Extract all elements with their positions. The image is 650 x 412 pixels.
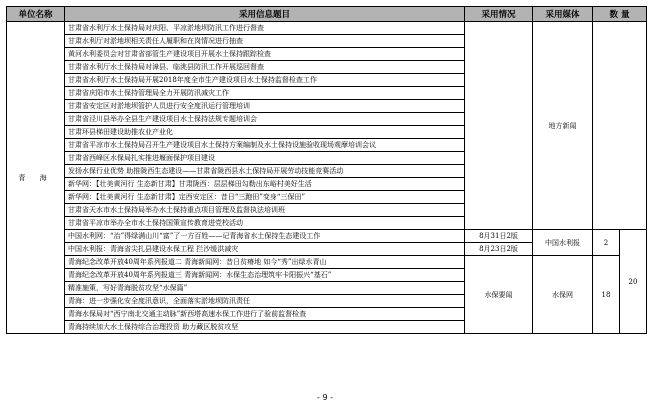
page-number: - 9 - xyxy=(317,393,333,402)
unit-name-cell: 青 海 xyxy=(7,22,65,334)
header-row xyxy=(7,7,647,22)
info-title-cell: 青海水保局对“西宁南北交通主动脉”新西塔高速水保工作进行了验前监督检查 xyxy=(65,308,465,321)
info-title-cell: 甘肃省平凉市水土保持局召开生产建设项目水土保持方案编制及水土保持设施验收现场观摩培训会议 xyxy=(65,139,465,152)
info-title-cell: 甘肃省庆阳市水土保持管理局全力开展防汛减灾工作 xyxy=(65,87,465,100)
info-title-cell: 精准施策，写好青海脱贫攻坚“水保篇” xyxy=(65,282,465,295)
info-title-cell: 甘肃省西峰区水保局扎实推进堰面保护项目建设 xyxy=(65,152,465,165)
info-title-cell: 黄河水利委员会对甘肃省部管生产建设项目开展水土保持跟踪检查 xyxy=(65,48,465,61)
info-title-cell: 青海纪念改革开放40周年系列报道三 青海新闻网：水保生态治理筑牢卡阳振兴“基石” xyxy=(65,269,465,282)
info-title-cell: 甘肃省水利厅水土保持局开展2018年度全市生产建设项目水土保持监督检查工作 xyxy=(65,74,465,87)
table-body xyxy=(7,22,647,334)
info-title-cell: 青海纪念改革开放40周年系列报道二 青海新闻网：昔日贫瘠地 如今“秀”出绿水青山 xyxy=(65,256,465,269)
info-title-cell: 甘肃环县梯田建设助推农业产业化 xyxy=(65,126,465,139)
middle-count-cell: 2 xyxy=(593,230,620,256)
header-count: 数 量 xyxy=(593,7,647,22)
media-soil-web-cell: 水保网 xyxy=(533,256,593,334)
media-local-news-cell: 地方新闻 xyxy=(533,22,593,230)
info-title-cell: 甘肃省安定区对淤地坝管护人员进行安全度汛运行管理培训 xyxy=(65,100,465,113)
info-title-cell: 甘肃省天水市水土保持局举办水土保持重点项目管理及监督执法培训班 xyxy=(65,204,465,217)
usage-cell-empty xyxy=(465,22,533,230)
media-water-news-cell: 中国水利报 xyxy=(533,230,593,256)
table-row xyxy=(7,256,647,269)
count-cell-empty xyxy=(593,22,647,230)
info-title-cell: 中国水利报：青海省尖扎县建设水保工程 拦沙缓洪减灾 xyxy=(65,243,465,256)
info-title-cell: 甘肃省平凉市举办全市水土保持国策宣传教育进党校活动 xyxy=(65,217,465,230)
info-title-cell: 甘肃省水利厅水土保持局对漳县、临洮县防汛工作开展巡回督查 xyxy=(65,61,465,74)
table-row xyxy=(7,230,647,243)
info-title-cell: 发扬水保行业优势 助推陇西生态建设——甘肃省陇西县水土保持局开展劳动技能竞赛活动 xyxy=(65,165,465,178)
info-title-cell: 新华网：【壮美黄河行 生态新甘肃】甘肃陇西：层层梯田勾勒出东峪村美好生活 xyxy=(65,178,465,191)
info-title-cell: 中国水利网：“治”得绿满山川“富”了一方百姓——记青海省水土保持生态建设工作 xyxy=(65,230,465,243)
info-title-cell: 青海持续加大水土保持综合治理投资 助力藏区脱贫攻坚 xyxy=(65,321,465,334)
header-media: 采用媒体 xyxy=(533,7,593,22)
info-adoption-table xyxy=(6,6,647,334)
usage-date-cell: 8月23日2版 xyxy=(465,243,533,256)
info-title-cell: 新华网：【壮美黄河行 生态新甘肃】定西安定区：昔日“三跑田”变身“三保田” xyxy=(65,191,465,204)
usage-date-cell: 8月31日2版 xyxy=(465,230,533,243)
info-title-cell: 青海：进一步强化安全度汛意识，全面落实淤地坝防汛责任 xyxy=(65,295,465,308)
info-title-cell: 甘肃水利厅对淤地坝相关责任人履职和在岗情况进行抽查 xyxy=(65,35,465,48)
header-title: 采用信息题目 xyxy=(65,7,465,22)
header-usage: 采用情况 xyxy=(465,7,533,22)
usage-soil-news-cell: 水保要闻 xyxy=(465,256,533,334)
table-row xyxy=(7,22,647,35)
info-title-cell: 甘肃省水利厅水土保持局对庆阳、平凉淤地坝防汛工作进行督查 xyxy=(65,22,465,35)
total-count-cell: 20 xyxy=(620,230,647,334)
info-title-cell: 甘肃省泾川县举办全县生产建设项目水土保持法规专题培训会 xyxy=(65,113,465,126)
bottom-count-cell: 18 xyxy=(593,256,620,334)
header-unit: 单位名称 xyxy=(7,7,65,22)
